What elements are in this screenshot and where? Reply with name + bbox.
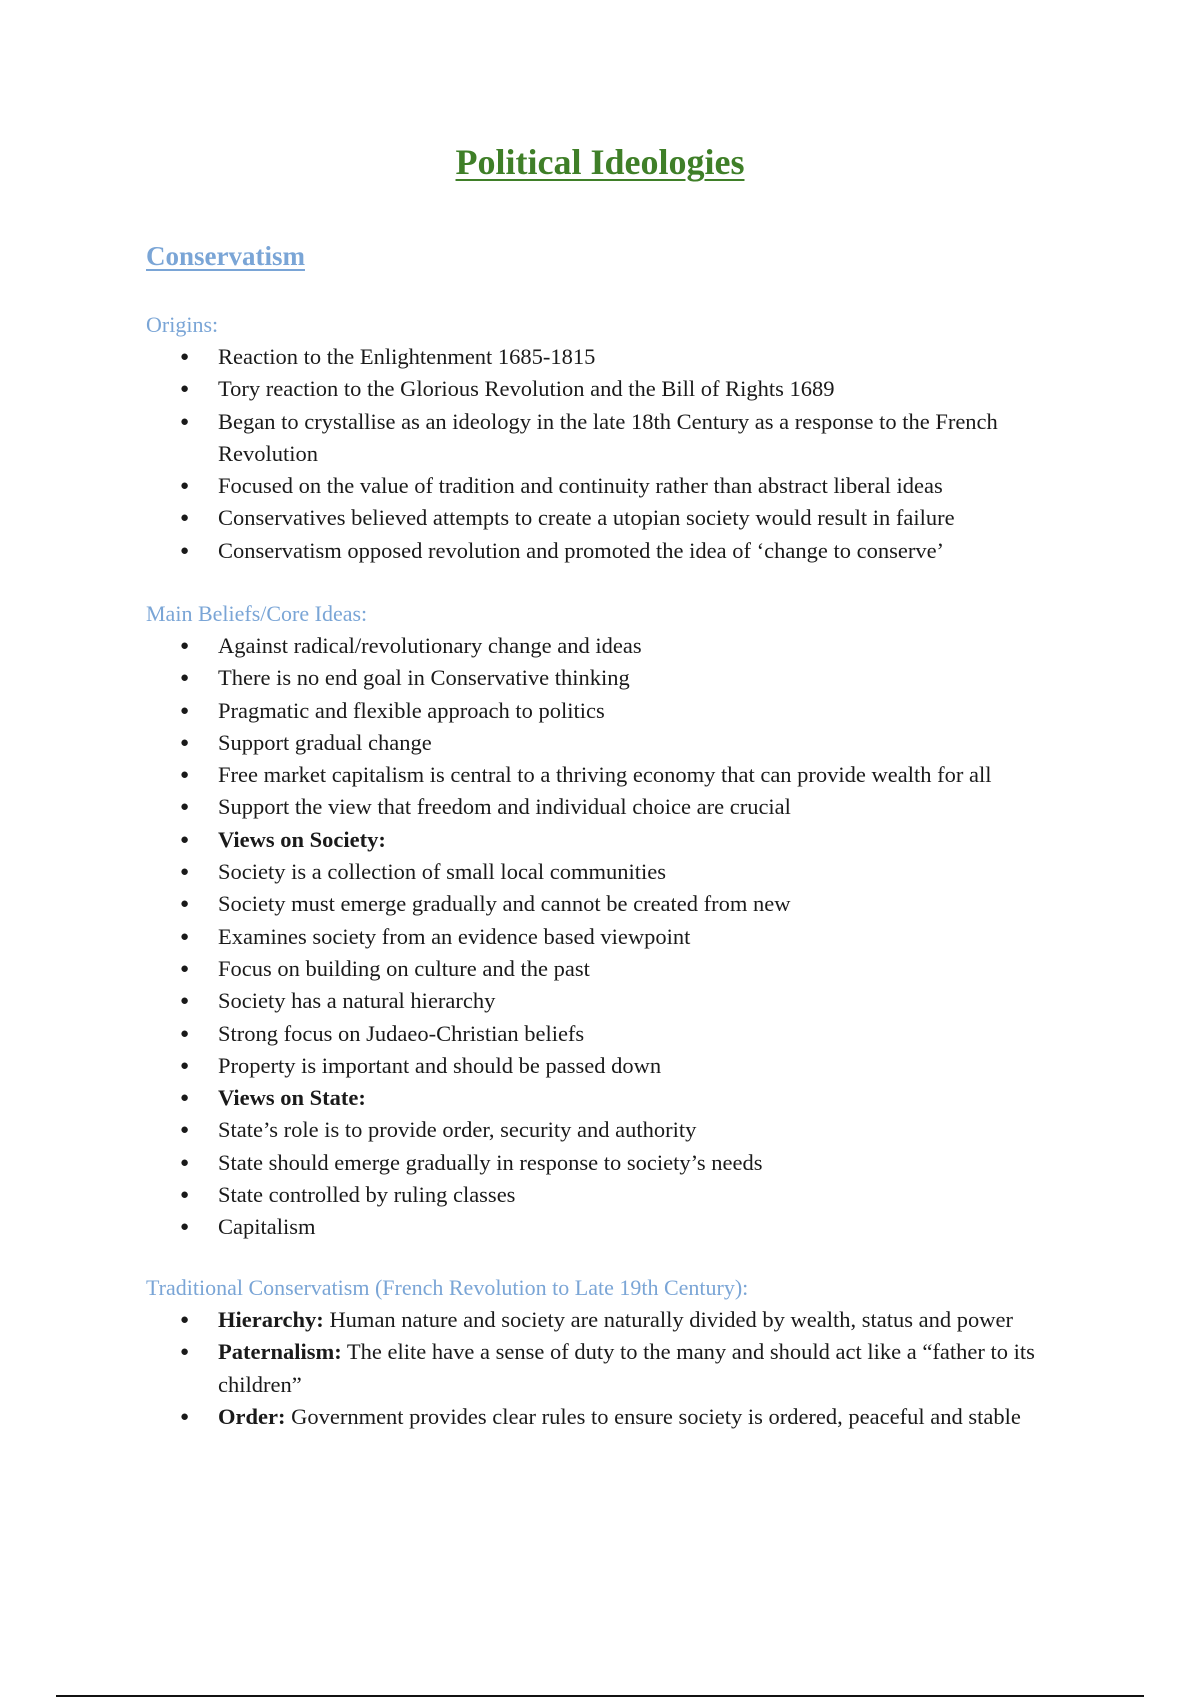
list-item: ● Against radical/revolutionary change and ideas xyxy=(146,630,1086,662)
subheading-traditional-conservatism: Traditional Conservatism (French Revolution to Late 19th Century): xyxy=(146,1275,749,1300)
list-item: ● Strong focus on Judaeo-Christian beliefs xyxy=(146,1018,1086,1050)
section-heading-conservatism: Conservatism xyxy=(146,241,305,271)
list-item-paternalism xyxy=(146,1336,1086,1401)
term-order: Order: xyxy=(218,1403,286,1429)
list-item: ● Began to crystallise as an ideology in the late 18th Century as a response to the French Revolution xyxy=(146,406,1086,471)
list-item: ● State’s role is to provide order, security and authority xyxy=(146,1114,1086,1146)
page-bottom-divider xyxy=(56,1695,1144,1697)
definition-order: Government provides clear rules to ensure society is ordered, peaceful and stable xyxy=(285,1403,1021,1429)
subheading-origins: Origins: xyxy=(146,312,219,337)
list-item: ● State should emerge gradually in response to society’s needs xyxy=(146,1147,1086,1179)
beliefs-list xyxy=(146,630,1086,1244)
list-item-views-on-state: ● Views on State: xyxy=(146,1082,1086,1114)
list-item: ● Support gradual change xyxy=(146,727,1086,759)
list-item: ● Capitalism xyxy=(146,1211,1086,1243)
list-item: ● Property is important and should be passed down xyxy=(146,1050,1086,1082)
subheading-main-beliefs: Main Beliefs/Core Ideas: xyxy=(146,601,368,626)
list-item-hierarchy xyxy=(146,1304,1086,1336)
list-item-views-on-society: ● Views on Society: xyxy=(146,824,1086,856)
term-paternalism: Paternalism: xyxy=(218,1339,342,1365)
list-item-order xyxy=(146,1401,1086,1433)
list-item: ● Support the view that freedom and individual choice are crucial xyxy=(146,791,1086,823)
list-item: ● Focused on the value of tradition and continuity rather than abstract liberal ideas xyxy=(146,470,1086,502)
list-item: ● Free market capitalism is central to a thriving economy that can provide wealth for all xyxy=(146,759,1086,791)
list-item: ● Reaction to the Enlightenment 1685-1815 xyxy=(146,341,1086,373)
list-item: ● Society is a collection of small local communities xyxy=(146,856,1086,888)
list-item: ● Tory reaction to the Glorious Revolution and the Bill of Rights 1689 xyxy=(146,373,1086,405)
page-title: Political Ideologies xyxy=(455,142,745,182)
list-item: ● Society has a natural hierarchy xyxy=(146,985,1086,1017)
list-item: ● Conservatives believed attempts to create a utopian society would result in failure xyxy=(146,502,1086,534)
definition-paternalism: The elite have a sense of duty to the many and should act like a “father to its children” xyxy=(218,1339,1035,1397)
list-item: ● Focus on building on culture and the past xyxy=(146,953,1086,985)
list-item: ● Society must emerge gradually and cannot be created from new xyxy=(146,888,1086,920)
term-hierarchy: Hierarchy: xyxy=(218,1307,324,1332)
origins-list xyxy=(146,341,1086,567)
list-item: ● Pragmatic and flexible approach to politics xyxy=(146,695,1086,727)
definition-hierarchy: Human nature and society are naturally divided by wealth, status and power xyxy=(323,1307,1013,1332)
list-item: ● Examines society from an evidence based viewpoint xyxy=(146,921,1086,953)
list-item: ● Conservatism opposed revolution and promoted the idea of ‘change to conserve’ xyxy=(146,535,1086,567)
list-item: ● There is no end goal in Conservative thinking xyxy=(146,662,1086,694)
list-item: ● State controlled by ruling classes xyxy=(146,1179,1086,1211)
traditional-list xyxy=(146,1304,1086,1433)
